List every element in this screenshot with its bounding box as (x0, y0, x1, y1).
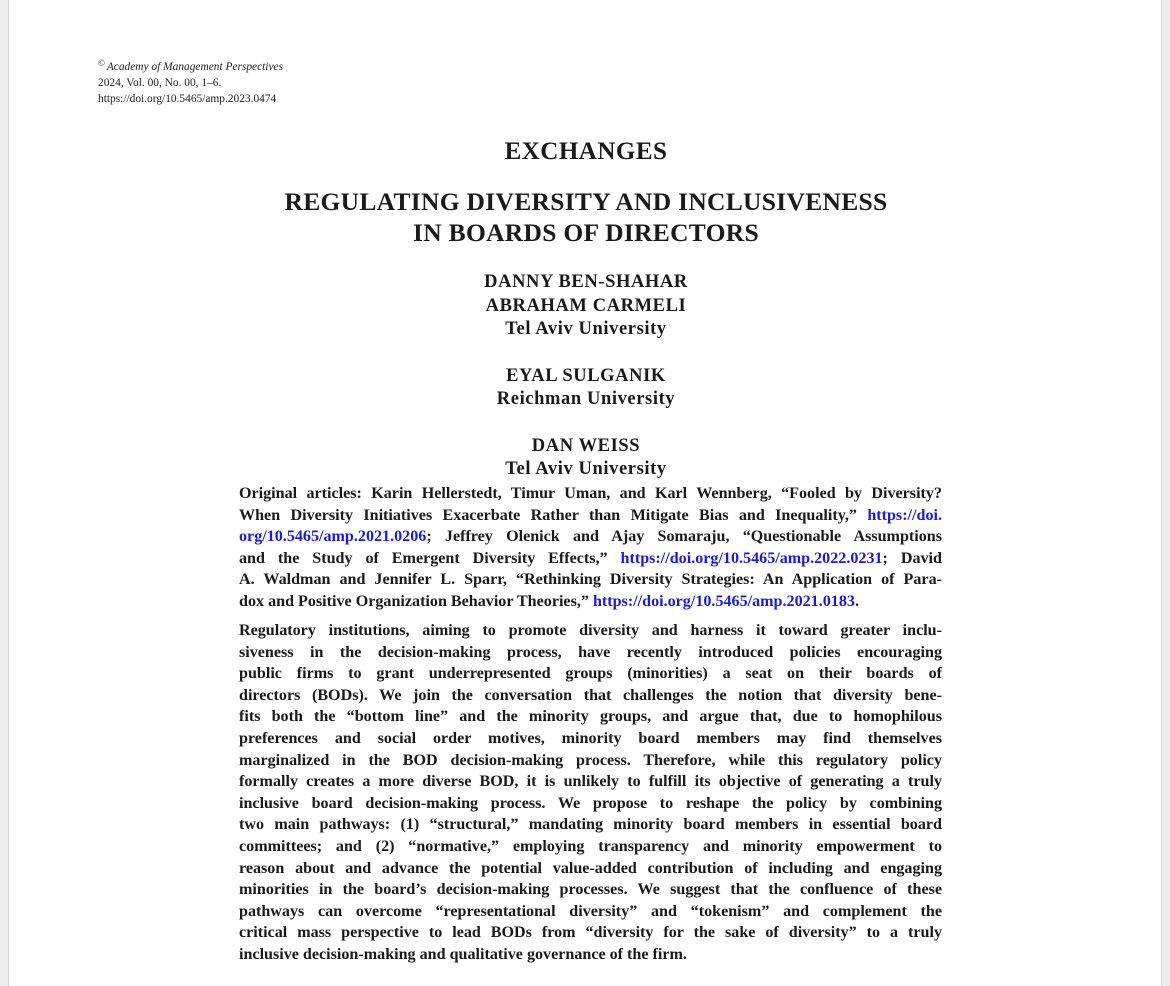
abstract-line: committees; and (2) “normative,” employing transparency and minority empowerment to (239, 837, 942, 855)
author-spacer (9, 342, 1163, 365)
abstract-line: pathways can overcome “representational diversity” and “tokenism” and complement the (239, 902, 942, 920)
original-articles-text: . (854, 592, 859, 610)
original-articles-text: and the Study of Emergent Diversity Effects,” (239, 549, 608, 567)
journal-header (98, 55, 283, 107)
abstract-line: inclusive decision-making and qualitative governance of the firm. (239, 945, 687, 963)
doi-link-hellerstedt[interactable]: https://doi. (867, 506, 942, 524)
author-block (9, 271, 1163, 482)
original-articles-line-5: A. Waldman and Jennifer L. Sparr, “Rethinking Diversity Strategies: An Application of Para- (239, 571, 942, 589)
original-articles-line-1: Original articles: Karin Hellerstedt, Timur Uman, and Karl Wennberg, “Fooled by Diversity? (239, 485, 942, 502)
original-articles-line-2 (239, 505, 942, 527)
abstract (239, 620, 942, 966)
author-name: DANNY BEN-SHAHAR (484, 272, 688, 292)
paper-title-line-1: REGULATING DIVERSITY AND INCLUSIVENESS (284, 187, 888, 216)
abstract-line: siveness in the decision-making process, have recently introduced policies encouraging (239, 643, 942, 661)
abstract-line: inclusive board decision-making process. We propose to reshape the policy by combining (239, 794, 942, 812)
original-articles-line-6 (239, 591, 942, 613)
copyright-symbol: © (98, 58, 105, 68)
abstract-line: Regulatory institutions, aiming to promote diversity and harness it toward greater inclu- (239, 622, 942, 639)
journal-doi: https://doi.org/10.5465/amp.2023.0474 (98, 93, 277, 105)
author-name: DAN WEISS (531, 435, 641, 456)
journal-name-line (98, 55, 283, 75)
author-affiliation: Tel Aviv University (505, 459, 667, 479)
original-articles-line-4 (239, 548, 942, 570)
document-page (8, 0, 1162, 986)
abstract-line: reason about and advance the potential value-added contribution of including and engaging (239, 859, 942, 877)
author-spacer (9, 412, 1163, 435)
author-affiliation: Reichman University (496, 389, 676, 409)
abstract-line: critical mass perspective to lead BODs from “diversity for the sake of diversity” to a truly (239, 924, 942, 942)
doi-link-olenick[interactable]: https://doi.org/10.5465/amp.2022.0231 (620, 549, 883, 567)
section-label: EXCHANGES (504, 138, 668, 165)
abstract-line: preferences and social order motives, minority board members may find themselves (239, 729, 942, 747)
original-articles-text: ; Jeffrey Olenick and Ajay Somaraju, “Questionable Assumptions (426, 528, 942, 546)
original-articles-text: dox and Positive Organization Behavior Theories,” (239, 592, 589, 610)
paper-title-line-2: IN BOARDS OF DIRECTORS (413, 218, 759, 247)
paper-title (9, 186, 1163, 248)
author-name: ABRAHAM CARMELI (485, 295, 687, 316)
doi-link-waldman[interactable]: https://doi.org/10.5465/amp.2021.0183 (592, 592, 855, 610)
author-affiliation: Tel Aviv University (505, 319, 667, 339)
abstract-line: directors (BODs). We join the conversation that challenges the notion that diversity bene- (239, 686, 942, 704)
abstract-line: two main pathways: (1) “structural,” mandating minority board members in essential board (239, 816, 942, 834)
original-articles-text: ; David (882, 549, 942, 567)
abstract-line: public firms to grant underrepresented groups (minorities) a seat on their boards of (239, 665, 942, 683)
abstract-line: marginalized in the BOD decision-making process. Therefore, while this regulatory policy (239, 751, 942, 769)
original-articles-line-3 (239, 526, 942, 548)
author-name: EYAL SULGANIK (506, 365, 666, 386)
original-articles-text: When Diversity Initiatives Exacerbate Rather than Mitigate Bias and Inequality,” (239, 506, 857, 524)
journal-name: Academy of Management Perspectives (106, 61, 284, 73)
abstract-line: fits both the “bottom line” and the minority groups, and argue that, due to homophilous (239, 708, 942, 726)
abstract-line: formally creates a more diverse BOD, it is unlikely to fulfill its objective of generating a truly (239, 773, 942, 791)
original-articles-note (239, 483, 942, 613)
abstract-line: minorities in the board’s decision-making processes. We suggest that the confluence of these (239, 881, 942, 899)
journal-volume-line: 2024, Vol. 00, No. 00, 1–6. (98, 77, 222, 89)
doi-link-hellerstedt-cont[interactable]: org/10.5465/amp.2021.0206 (239, 528, 427, 546)
